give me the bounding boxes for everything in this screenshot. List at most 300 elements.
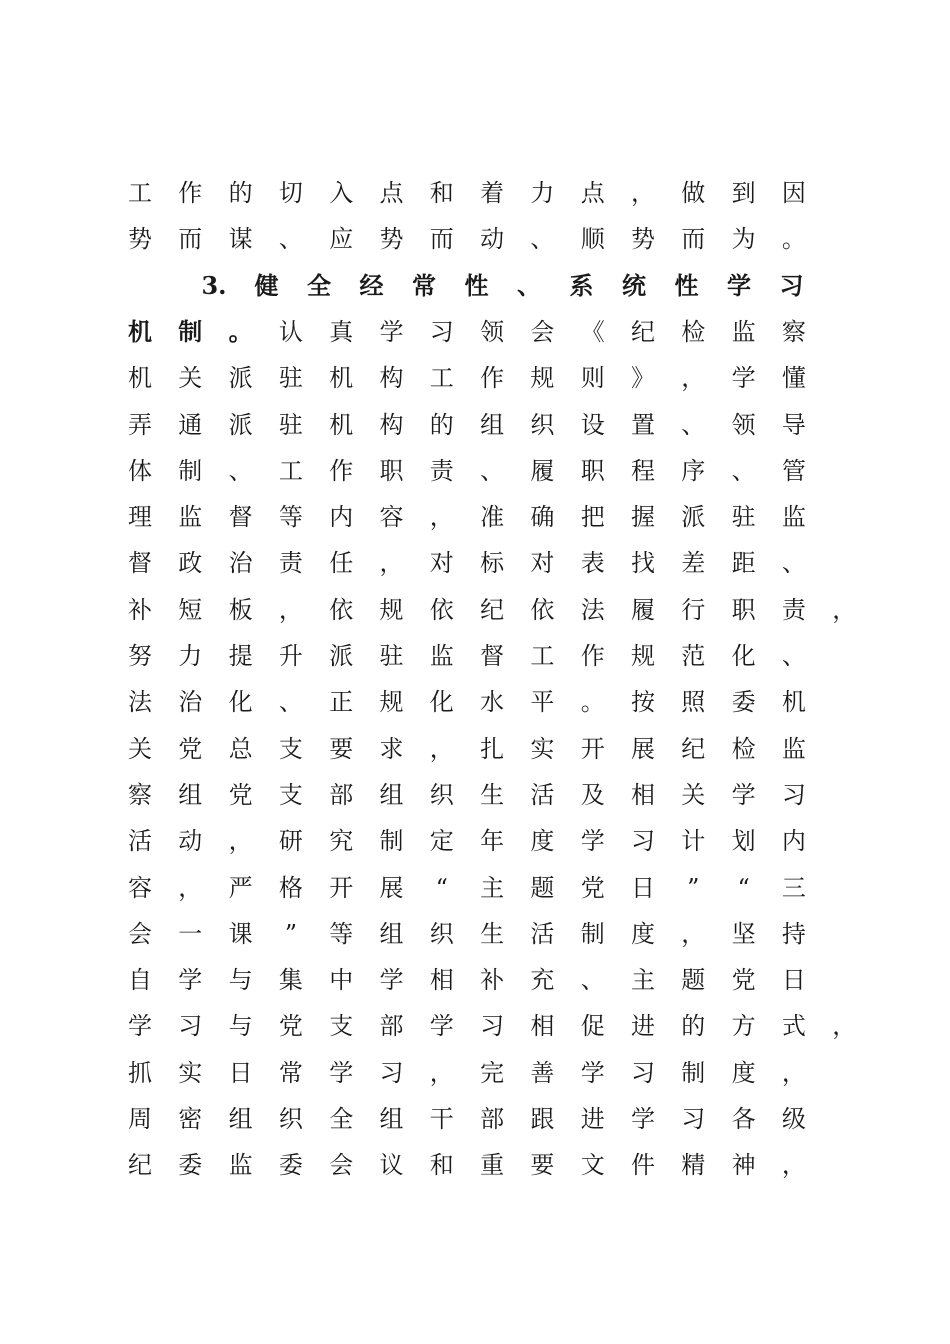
text-char: 切	[278, 179, 303, 207]
text-char: 定	[429, 827, 454, 856]
text-char: 课	[228, 919, 253, 948]
text-char: 进	[631, 1012, 655, 1041]
text-char: 日	[631, 873, 655, 902]
text-char: 主	[631, 966, 655, 995]
text-char: 真	[329, 317, 354, 346]
text-char: 进	[580, 1105, 605, 1133]
text-char: 。	[781, 225, 806, 254]
text-char: 《	[580, 317, 605, 346]
text-line	[0, 224, 950, 270]
text-char: 职	[580, 456, 605, 485]
text-char: 格	[278, 873, 303, 902]
text-char: 学	[631, 1105, 655, 1133]
text-char: 派	[228, 364, 253, 393]
text-char: 构	[379, 410, 404, 439]
text-line	[0, 595, 950, 641]
text-char: 促	[580, 1012, 605, 1041]
text-char: 工	[429, 364, 454, 393]
text-char: 制	[379, 827, 404, 856]
text-char: 做	[681, 179, 706, 207]
text-char: 自	[128, 966, 152, 995]
text-char: 行	[681, 595, 706, 624]
text-char: 制	[681, 1058, 706, 1087]
text-char: 》	[631, 364, 655, 393]
text-char: 习	[781, 780, 806, 809]
text-char: 监	[781, 503, 806, 532]
text-char: ，	[681, 919, 706, 948]
text-char: 中	[329, 966, 354, 995]
text-char: 找	[631, 549, 655, 578]
text-char: 标	[480, 549, 505, 578]
text-line	[0, 873, 950, 919]
text-char: 部	[329, 780, 354, 809]
text-char: 内	[781, 827, 806, 856]
text-char: 度	[530, 827, 555, 856]
text-char: 、	[580, 966, 605, 995]
text-char: 、	[278, 688, 303, 717]
text-char: 织	[530, 410, 555, 439]
text-char: 组	[480, 410, 505, 439]
text-char: 作	[480, 364, 505, 393]
text-char: 三	[781, 873, 806, 902]
text-char: 对	[429, 549, 454, 578]
text-char: 距	[731, 549, 756, 578]
text-char: 规	[379, 688, 404, 717]
text-char: 检	[731, 734, 756, 763]
text-char: 会	[329, 1151, 354, 1180]
text-char: ，	[832, 1012, 857, 1041]
text-line	[0, 965, 950, 1011]
text-char: 完	[480, 1058, 505, 1087]
text-char: 学	[580, 1058, 605, 1087]
text-line	[0, 1104, 950, 1150]
text-char: 周	[128, 1105, 152, 1133]
text-char: 纪	[631, 317, 655, 346]
text-line	[0, 919, 950, 965]
text-char: 神	[731, 1151, 756, 1180]
text-char: 补	[128, 595, 152, 624]
text-char: 依	[329, 595, 354, 624]
text-char: 党	[580, 873, 605, 902]
text-char: 容	[379, 503, 404, 532]
text-char: 方	[731, 1012, 756, 1041]
text-char: 划	[731, 827, 756, 856]
text-char: 驻	[379, 642, 404, 670]
text-char: 常	[412, 270, 436, 300]
text-line	[0, 734, 950, 780]
text-char: 支	[278, 780, 303, 809]
text-char: 、	[781, 642, 806, 670]
text-char: 着	[480, 179, 505, 207]
text-char: 构	[379, 364, 404, 393]
text-char: 监	[178, 503, 203, 532]
text-char: 组	[379, 780, 404, 809]
text-char: 水	[480, 688, 505, 717]
text-char: 充	[530, 966, 555, 995]
text-char: 点	[379, 179, 404, 207]
text-char: 相	[631, 780, 655, 809]
text-char: 程	[631, 456, 655, 485]
text-char: ，	[379, 549, 404, 578]
text-char: 实	[530, 734, 555, 763]
text-line	[0, 1150, 950, 1196]
text-char: 提	[228, 642, 253, 670]
text-char: 习	[631, 1058, 655, 1087]
text-char: 履	[530, 456, 555, 485]
text-char: 学	[379, 317, 404, 346]
text-char: 驻	[278, 410, 303, 439]
text-char: 职	[379, 456, 404, 485]
text-char: 各	[731, 1105, 756, 1133]
text-char: ，	[832, 595, 857, 624]
text-char: 准	[480, 503, 505, 532]
text-char: 议	[379, 1151, 404, 1180]
text-char: 履	[631, 595, 655, 624]
text-char: 谋	[228, 225, 253, 254]
text-line	[0, 548, 950, 594]
text-char: 顺	[580, 225, 605, 254]
text-char: 入	[329, 179, 354, 207]
text-char: 展	[379, 873, 404, 902]
text-char: 党	[178, 734, 203, 763]
text-char: 开	[580, 734, 605, 763]
text-char: 责	[278, 549, 303, 578]
text-char: 活	[128, 827, 152, 856]
text-char: 党	[228, 780, 253, 809]
text-char: 究	[329, 827, 354, 856]
text-line	[0, 687, 950, 733]
text-char: 工	[278, 456, 303, 485]
text-char: 总	[228, 734, 253, 763]
text-char: 纪	[128, 1151, 152, 1180]
text-char: 相	[530, 1012, 555, 1041]
text-char: 学	[329, 1058, 354, 1087]
text-char: 确	[530, 503, 555, 532]
text-char: 度	[731, 1058, 756, 1087]
text-char: ”	[687, 873, 700, 902]
text-char: 制	[178, 316, 203, 346]
text-char: ，	[429, 503, 454, 532]
text-char: 动	[480, 225, 505, 254]
text-char: 委	[731, 688, 756, 717]
text-char: 习	[178, 1012, 203, 1041]
text-char: 抓	[128, 1058, 152, 1087]
text-char: ”	[284, 919, 298, 948]
text-char: 关	[128, 734, 152, 763]
text-char: 内	[329, 503, 354, 532]
text-char: 重	[480, 1151, 505, 1180]
text-char: 集	[278, 966, 303, 995]
text-char: 和	[429, 179, 454, 207]
text-line	[0, 1058, 950, 1104]
text-char: 责	[781, 595, 806, 624]
text-char: 扎	[480, 734, 505, 763]
text-char: 检	[681, 317, 706, 346]
text-char: 干	[429, 1105, 454, 1133]
text-char: 领	[480, 317, 505, 346]
text-char: 平	[530, 688, 555, 717]
text-char: 计	[681, 827, 706, 856]
text-char: 领	[731, 410, 756, 439]
text-char: 依	[530, 595, 555, 624]
text-char: 日	[228, 1058, 253, 1087]
text-char: 监	[731, 317, 756, 346]
text-char: 监	[429, 642, 454, 670]
text-char: 相	[429, 966, 454, 995]
text-char: 机	[329, 364, 354, 393]
text-char: 努	[128, 642, 152, 670]
text-line	[0, 641, 950, 687]
text-char: 件	[631, 1151, 655, 1180]
text-char: 正	[329, 688, 354, 717]
text-char: 生	[480, 780, 505, 809]
text-char: 、	[278, 225, 303, 254]
text-char: 会	[128, 919, 152, 948]
text-char: 法	[580, 595, 605, 624]
text-char: 势	[631, 225, 655, 254]
text-char: 统	[622, 270, 646, 300]
text-char: 势	[379, 225, 404, 254]
text-char: 委	[178, 1151, 203, 1180]
text-char: 而	[681, 225, 706, 254]
text-char: 驻	[731, 503, 756, 532]
text-char: 则	[580, 364, 605, 393]
text-char: 依	[429, 595, 454, 624]
text-line	[0, 363, 950, 409]
text-char: 活	[530, 780, 555, 809]
text-char: 为	[731, 225, 756, 254]
text-char: 而	[178, 225, 203, 254]
text-char: 常	[278, 1058, 303, 1087]
text-char: 经	[359, 270, 384, 300]
text-char: 责	[429, 456, 454, 485]
text-char: 纪	[480, 595, 505, 624]
text-char: ，	[278, 595, 303, 624]
text-char: 升	[278, 642, 303, 670]
text-char: 全	[329, 1105, 354, 1133]
text-char: 工	[128, 179, 152, 207]
text-char: 密	[178, 1105, 203, 1133]
text-char: 按	[631, 688, 655, 717]
text-char: 学	[731, 364, 756, 393]
text-char: 机	[128, 364, 152, 393]
text-char: 置	[631, 410, 655, 439]
text-char: 坚	[731, 919, 756, 948]
text-char: 管	[781, 456, 806, 485]
text-char: 懂	[781, 364, 806, 393]
text-char: 、	[517, 270, 541, 300]
text-char: 导	[781, 410, 806, 439]
text-char: 研	[278, 827, 303, 856]
text-char: 因	[781, 179, 806, 207]
text-char: 。	[580, 688, 605, 717]
text-char: 年	[480, 827, 505, 856]
text-char: 政	[178, 549, 203, 578]
text-char: 会	[530, 317, 555, 346]
text-char: 化	[429, 688, 454, 717]
section-heading-line	[0, 271, 950, 317]
text-line	[0, 502, 950, 548]
text-char: 机	[329, 410, 354, 439]
text-char: 照	[681, 688, 706, 717]
text-char: 、	[530, 225, 555, 254]
text-char: 党	[278, 1012, 303, 1041]
text-char: 实	[178, 1058, 203, 1087]
text-char: ，	[429, 1058, 454, 1087]
text-char: 任	[329, 549, 354, 578]
text-char: 设	[580, 410, 605, 439]
text-char: 等	[329, 919, 354, 948]
text-line	[0, 410, 950, 456]
text-char: 学	[429, 1012, 454, 1041]
text-char: 补	[480, 966, 505, 995]
text-char: 题	[681, 966, 706, 995]
text-char: 表	[580, 549, 605, 578]
text-char: 认	[278, 317, 303, 346]
text-char: 习	[429, 317, 454, 346]
text-char: ，	[781, 1058, 806, 1087]
text-char: 理	[128, 503, 152, 532]
text-char: 学	[727, 270, 751, 300]
text-char: 习	[779, 270, 804, 300]
text-char: 学	[731, 780, 756, 809]
text-char: 序	[681, 456, 706, 485]
text-char: 支	[329, 1012, 354, 1041]
text-char: ，	[228, 827, 253, 856]
text-char: 力	[178, 642, 203, 670]
text-char: 和	[429, 1151, 454, 1180]
text-char: 板	[228, 595, 253, 624]
text-char: 监	[781, 734, 806, 763]
text-char: 性	[464, 270, 489, 300]
text-char: ，	[429, 734, 454, 763]
text-char: 学	[128, 1012, 152, 1041]
text-char: 关	[178, 364, 203, 393]
text-char: 活	[530, 919, 555, 948]
text-char: 部	[379, 1012, 404, 1041]
text-char: 力	[530, 179, 555, 207]
text-char: 制	[580, 919, 605, 948]
text-char: 应	[329, 225, 354, 254]
text-char: 察	[128, 780, 152, 809]
text-char: 、	[731, 456, 756, 485]
text-char: 而	[429, 225, 454, 254]
text-char: 势	[128, 225, 152, 254]
text-char: 察	[781, 317, 806, 346]
text-char: 驻	[278, 364, 303, 393]
text-char: 织	[278, 1105, 303, 1133]
text-char: 习	[480, 1012, 505, 1041]
text-char: “	[435, 873, 448, 902]
text-char: 式	[781, 1012, 806, 1041]
text-char: 机	[781, 688, 806, 717]
text-char: 关	[681, 780, 706, 809]
text-char: 习	[379, 1058, 404, 1087]
text-char: 委	[278, 1151, 303, 1180]
text-char: 主	[480, 873, 505, 902]
text-char: 法	[128, 688, 152, 717]
text-char: 派	[681, 503, 706, 532]
text-char: 作	[329, 456, 354, 485]
text-char: 级	[781, 1105, 806, 1133]
text-char: 组	[178, 780, 203, 809]
text-char: 工	[530, 642, 555, 670]
text-char: 握	[631, 503, 655, 532]
text-char: ，	[781, 1151, 806, 1180]
text-char: 3.	[201, 270, 227, 300]
text-char: 化	[731, 642, 756, 670]
text-char: 开	[329, 873, 354, 902]
text-char: ，	[178, 873, 203, 902]
text-char: 对	[530, 549, 555, 578]
text-char: 组	[379, 1105, 404, 1133]
text-char: 学	[379, 966, 404, 995]
text-char: 纪	[681, 734, 706, 763]
text-char: 短	[178, 595, 203, 624]
text-char: 跟	[530, 1105, 555, 1133]
text-char: 督	[228, 503, 253, 532]
text-char: 党	[731, 966, 756, 995]
text-char: 支	[278, 734, 303, 763]
text-char: “	[737, 873, 750, 902]
text-char: 性	[674, 270, 699, 300]
text-char: 规	[530, 364, 555, 393]
text-char: 织	[429, 780, 454, 809]
text-char: 派	[329, 642, 354, 670]
text-char: 习	[681, 1105, 706, 1133]
text-char: 规	[631, 642, 655, 670]
text-char: 持	[781, 919, 806, 948]
text-char: 化	[228, 688, 253, 717]
text-char: 差	[681, 549, 706, 578]
text-line	[0, 1011, 950, 1057]
text-line	[0, 317, 950, 363]
text-char: 机	[128, 316, 152, 346]
text-char: 组	[228, 1105, 253, 1133]
text-char: 容	[128, 873, 152, 902]
text-char: 等	[278, 503, 303, 532]
text-char: 范	[681, 642, 706, 670]
text-char: 的	[429, 410, 454, 439]
text-char: 生	[480, 919, 505, 948]
text-char: 系	[569, 270, 594, 300]
text-char: 文	[580, 1151, 605, 1180]
text-char: 、	[480, 456, 505, 485]
text-char: 织	[429, 919, 454, 948]
text-char: 点	[580, 179, 605, 207]
text-char: 弄	[128, 410, 152, 439]
text-char: 与	[228, 1012, 253, 1041]
text-char: 善	[530, 1058, 555, 1087]
text-char: 一	[178, 919, 203, 948]
text-char: 习	[631, 827, 655, 856]
text-line	[0, 456, 950, 502]
text-char: ，	[631, 179, 655, 207]
text-char: 到	[731, 179, 756, 207]
text-char: 动	[178, 827, 203, 856]
text-char: 、	[228, 456, 253, 485]
text-char: 要	[329, 734, 354, 763]
text-char: 监	[228, 1151, 253, 1180]
text-char: 派	[228, 410, 253, 439]
text-line	[0, 780, 950, 826]
text-char: 度	[631, 919, 655, 948]
text-char: 学	[580, 827, 605, 856]
text-char: 题	[530, 873, 555, 902]
text-char: 治	[178, 688, 203, 717]
text-char: 的	[228, 179, 253, 207]
text-char: 要	[530, 1151, 555, 1180]
